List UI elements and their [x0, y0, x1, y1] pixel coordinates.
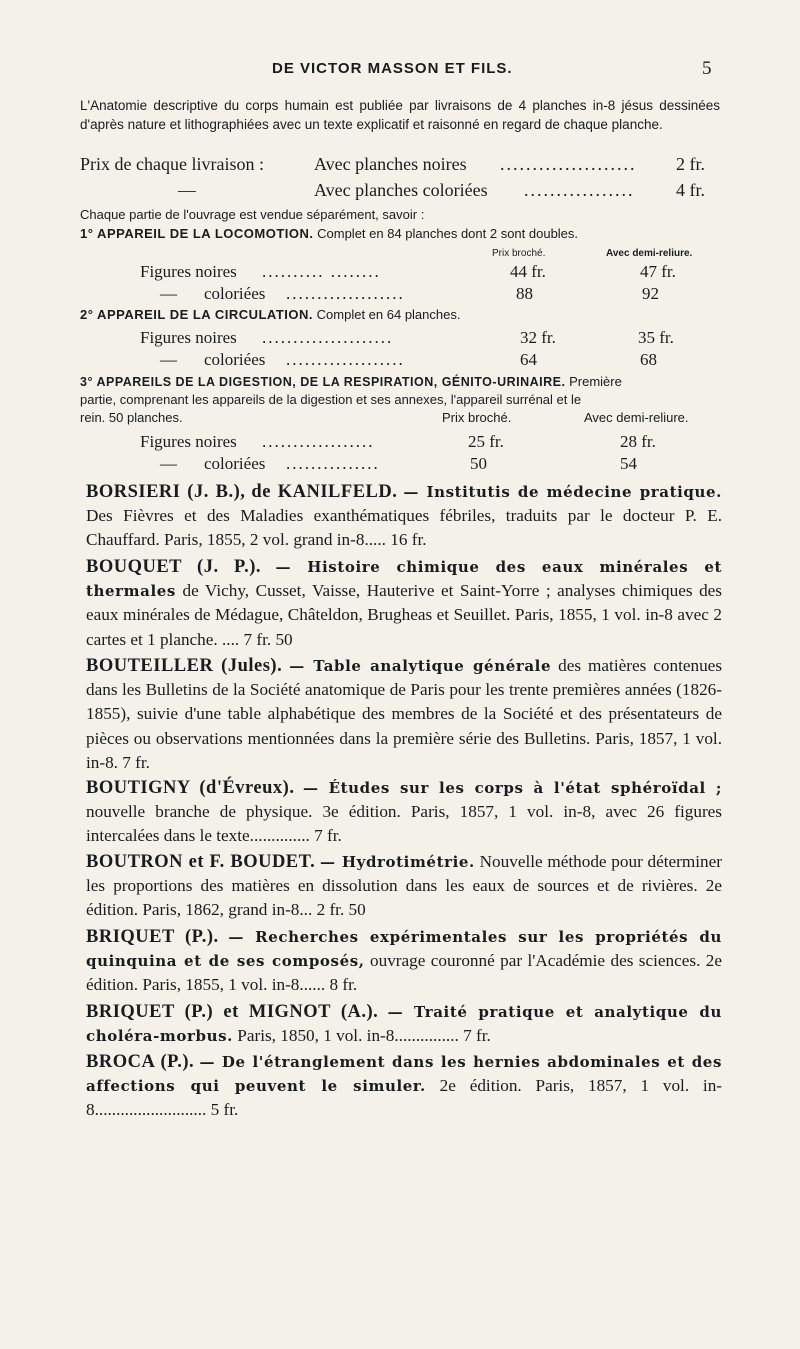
app3-row1-dots: ..................	[262, 432, 375, 451]
entry-bouteiller	[86, 654, 722, 775]
entry-borsieri	[86, 480, 722, 553]
entry-title: — Table analytique générale	[289, 657, 552, 675]
app3-line3b: Prix broché.	[442, 410, 512, 425]
entry-boutigny	[86, 776, 722, 849]
entry-title: — Études sur les corps à l'état sphéroïdal ;	[302, 779, 722, 797]
entry-author: BOUTEILLER (Jules).	[86, 656, 283, 676]
app3-row1-broche: 25 fr.	[468, 432, 504, 451]
app2-heading	[80, 307, 460, 322]
app3-line3c: Avec demi-reliure.	[584, 410, 689, 425]
app2-row2-reliure: 68	[640, 350, 657, 369]
app1-row1-dots: .......... ........	[262, 262, 381, 281]
app3-heading	[80, 374, 622, 389]
header-title: DE VICTOR MASSON ET FILS.	[272, 60, 513, 77]
price-dash: —	[178, 180, 196, 200]
app1-lead: 1° APPAREIL DE LA LOCOMOTION.	[80, 226, 314, 241]
app1-row2-dots: ...................	[286, 284, 405, 303]
app3-row2-label: coloriées	[204, 454, 266, 473]
app1-heading	[80, 226, 578, 241]
entry-author: BROCA (P.).	[86, 1052, 195, 1072]
entry-bouquet	[86, 555, 722, 652]
entry-body: 2e édition. Paris, 1857, 1 vol. in-8.......................... 5 fr.	[86, 1076, 723, 1120]
entry-author: BRIQUET (P.).	[86, 927, 219, 947]
app1-col-reliure: Avec demi-reliure.	[606, 248, 693, 259]
app2-row1-dots: .....................	[262, 328, 394, 347]
page-number: 5	[702, 58, 712, 79]
app3-row2-dash: —	[160, 454, 177, 473]
app1-row1-broche: 44 fr.	[510, 262, 546, 281]
entry-body: des matières contenues dans les Bulletins de la Société anatomique de Paris pour les trente premières années (1826-1855), suivie d'une table alphabétique des membres de la Société et des présentateurs de pièces ou observations mentionnées dans la première série des Bulletins. Paris, 1857, 1 vol. in-8. 7 fr.	[86, 656, 723, 772]
app1-rest: Complet en 84 planches dont 2 sont doubles.	[317, 226, 579, 241]
entry-briquet-mignot	[86, 1000, 722, 1048]
entry-title: — Institutis de médecine pratique.	[403, 483, 722, 501]
entry-boutron	[86, 850, 722, 923]
entry-title: — Histoire chimique des eaux minérales et thermales	[86, 558, 722, 601]
app3-rest: Première	[569, 374, 622, 389]
entry-author: BOUTIGNY (d'Évreux).	[86, 778, 295, 798]
entry-briquet	[86, 925, 722, 998]
app2-row2-dash: —	[160, 350, 177, 369]
entry-body: Paris, 1850, 1 vol. in-8............... 7 fr.	[237, 1026, 491, 1046]
app3-row2-reliure: 54	[620, 454, 637, 473]
app1-row1-label: Figures noires	[140, 262, 237, 281]
app3-line2: partie, comprenant les appareils de la digestion et ses annexes, l'appareil surrénal et le	[80, 392, 582, 407]
app3-row2-broche: 50	[470, 454, 487, 473]
app3-row1-reliure: 28 fr.	[620, 432, 656, 451]
entry-body: nouvelle branche de physique. 3e édition. Paris, 1857, 1 vol. in-8, avec 26 figures intercalées dans le texte.............. 7 fr.	[86, 802, 722, 846]
price-dots-1: .....................	[500, 154, 637, 174]
entry-broca	[86, 1050, 722, 1123]
price-value-2: 4 fr.	[676, 180, 705, 200]
price-line-1: Avec planches noires	[314, 154, 467, 174]
app2-lead: 2° APPAREIL DE LA CIRCULATION.	[80, 307, 314, 322]
entry-body: de Vichy, Cusset, Vaisse, Hauterive et Saint-Yorre ; analyses chimiques des eaux minérales de Médague, Châteldon, Brugheas et Seuillet. Paris, 1855, 1 vol. in-8 avec 2 cartes et 1 planche. .... 7 fr. 50	[86, 581, 722, 649]
app1-row2-broche: 88	[516, 284, 533, 303]
app3-line3a: rein. 50 planches.	[80, 410, 183, 425]
app1-col-broche: Prix broché.	[492, 248, 546, 259]
entry-title: — Hydrotimétrie.	[319, 853, 475, 871]
app2-row1-reliure: 35 fr.	[638, 328, 674, 347]
entry-body: ouvrage couronné par l'Académie des sciences. 2e édition. Paris, 1855, 1 vol. in-8...... 8 fr.	[86, 951, 723, 995]
parts-note: Chaque partie de l'ouvrage est vendue séparément, savoir :	[80, 207, 425, 222]
entry-author: BORSIERI (J. B.),	[86, 482, 246, 502]
entry-title: — Traité pratique et analytique du choléra-morbus.	[86, 1003, 722, 1046]
app2-row1-broche: 32 fr.	[520, 328, 556, 347]
app2-row2-dots: ...................	[286, 350, 405, 369]
app2-row2-broche: 64	[520, 350, 537, 369]
entry-title: — Recherches expérimentales sur les propriétés du quinquina et de ses composés,	[86, 928, 723, 971]
app3-lead: 3° APPAREILS DE LA DIGESTION, DE LA RESPIRATION, GÉNITO-URINAIRE.	[80, 375, 566, 389]
entry-author: BOUTRON et F. BOUDET.	[86, 852, 316, 872]
app3-row2-dots: ...............	[286, 454, 380, 473]
entry-body: Des Fièvres et des Maladies exanthématiques fébriles, traduits par le docteur P. E. Chauffard. Paris, 1855, 2 vol. grand in-8..... 16 fr.	[86, 506, 722, 550]
app2-rest: Complet en 64 planches.	[316, 307, 461, 322]
entry-title: — De l'étranglement dans les hernies abdominales et des affections qui peuvent le simuler.	[86, 1053, 722, 1096]
intro-paragraph: L'Anatomie descriptive du corps humain est publiée par livraisons de 4 planches in-8 jésus dessinées d'après nature et lithographiées avec un texte explicatif et raisonné en regard de chaque planche.	[80, 98, 720, 132]
app1-row2-dash: —	[160, 284, 177, 303]
app1-row2-label: coloriées	[204, 284, 266, 303]
app2-row1-label: Figures noires	[140, 328, 237, 347]
price-value-1: 2 fr.	[676, 154, 705, 174]
price-dots-2: .................	[524, 180, 635, 200]
running-header	[0, 60, 800, 84]
entry-author: BOUQUET (J. P.).	[86, 557, 261, 577]
app2-row2-label: coloriées	[204, 350, 266, 369]
entry-author: BRIQUET (P.) et MIGNOT (A.).	[86, 1002, 379, 1022]
app3-row1-label: Figures noires	[140, 432, 237, 451]
entry-body: Nouvelle méthode pour déterminer les proportions des matières en dissolution dans les eaux de sources et de rivières. 2e édition. Paris, 1862, grand in-8... 2 fr. 50	[86, 852, 722, 920]
entry-author-2: de KANILFELD.	[251, 482, 398, 502]
price-line-2: Avec planches coloriées	[314, 180, 488, 200]
app1-row2-reliure: 92	[642, 284, 659, 303]
app1-row1-reliure: 47 fr.	[640, 262, 676, 281]
price-label: Prix de chaque livraison :	[80, 154, 264, 174]
